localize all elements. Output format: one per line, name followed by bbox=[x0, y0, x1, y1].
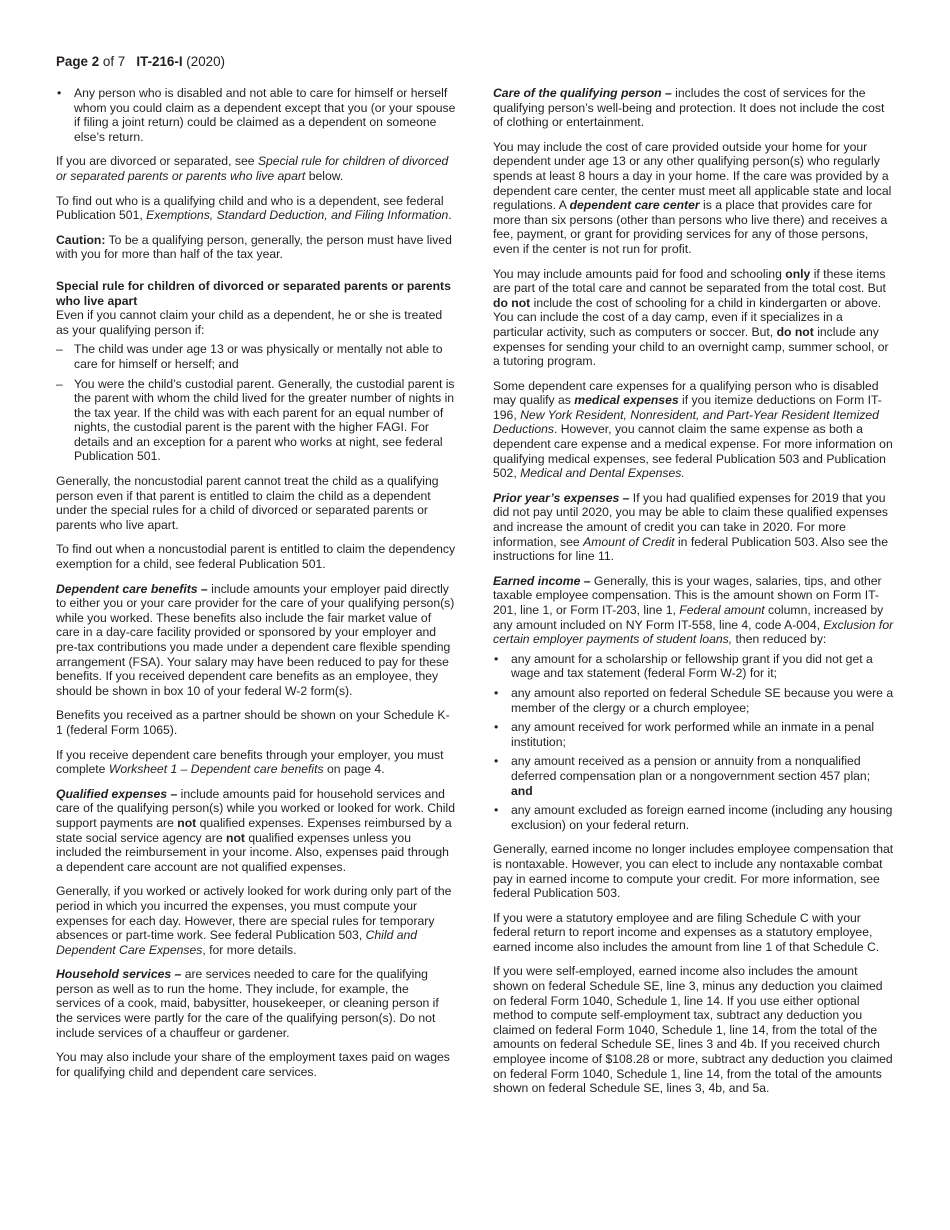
form-number: IT-216-I bbox=[136, 54, 183, 69]
page-number: Page 2 bbox=[56, 54, 100, 69]
paragraph-statutory-employee: If you were a statutory employee and are filing Schedule C with your federal return to report income and expenses as a statutory employee, earned income also includes the amount from line 1 of that Schedule C. bbox=[493, 910, 880, 954]
paragraph-dependency-exemption: To find out when a noncustodial parent is entitled to claim the dependency exemption for a child, see federal Publication 501. bbox=[56, 542, 456, 572]
paragraph-medical-expenses: Some dependent care expenses for a qualifying person who is disabled may qualify as medical expenses if you itemize deductions on Form IT-196, New York Resident, Nonresident, and Part-Year Resident Itemized Deductions. However, you cannot claim the same expense as both a dependent care expense and a medical expense. For more information on qualifying medical expenses, see federal Publication 503 and Publication 502, Medical and Dental Expenses. bbox=[493, 378, 893, 481]
paragraph-care-of-qualifying-person: Care of the qualifying person – includes the cost of services for the qualifying person’s well-being and protection. It does not include the cost of clothing or entertainment. bbox=[493, 86, 885, 130]
paragraph-household-services: Household services – are services needed to care for the qualifying person as well as to run the home. They include, for example, the services of a cook, maid, babysitter, housekeeper, or cleaning person if the services were partly for the care of the qualifying person(s). Do not include services of a chauffeur or gardener. bbox=[56, 967, 439, 1040]
paragraph-nontaxable-compensation: Generally, earned income no longer includes employee compensation that is nontaxable. However, you can elect to include any nontaxable combat pay in earned income to compute your credit. For more information, see federal Publication 503. bbox=[493, 842, 894, 901]
left-column bbox=[56, 86, 456, 1089]
bullet-foreign-income: • any amount excluded as foreign earned income (including any housing exclusion) on your federal return. bbox=[493, 803, 895, 832]
paragraph-partner-benefits: Benefits you received as a partner should be shown on your Schedule K-1 (federal Form 1065). bbox=[56, 708, 450, 737]
paragraph-caution: Caution: To be a qualifying person, generally, the person must have lived with you for more than half of the tax year. bbox=[56, 232, 452, 262]
paragraph-divorced: If you are divorced or separated, see Special rule for children of divorced or separated parents or parents who live apart below. bbox=[56, 154, 449, 183]
dash-item-age: – The child was under age 13 or was physically or mentally not able to care for himself or herself; and bbox=[56, 342, 456, 371]
paragraph-dependent-care-benefits: Dependent care benefits – include amounts your employer paid directly to either you or your care provider for the care of your qualifying person(s) while you worked. These benefits also include the fair market value of care in a day-care facility provided or sponsored by your employer and pre-tax contributions you made under a dependent care flexible spending arrangement (FSA). Your salary may have been reduced to pay for these benefits. If you received dependent care benefits as an employee, they should be shown in box 10 of your federal W-2 form(s). bbox=[56, 581, 455, 698]
right-column bbox=[493, 86, 895, 1106]
paragraph-prior-year-expenses: Prior year’s expenses – If you had qualified expenses for 2019 that you did not pay until 2020, you may be able to claim these qualified expenses and increase the amount of credit you can take in 2020. For more information, see Amount of Credit in federal Publication 503. Also see the instructions for line 11. bbox=[493, 490, 888, 564]
paragraph-employment-taxes: You may also include your share of the employment taxes paid on wages for qualifying child and dependent care services. bbox=[56, 1050, 450, 1079]
page-header bbox=[56, 54, 225, 69]
bullet-disabled-person: • Any person who is disabled and not able to care for himself or herself whom you could claim as a dependent except that you (or your spouse if filing a joint return) could be claimed as a dependent on someone else’s return. bbox=[56, 86, 456, 144]
paragraph-qualifying-child: To find out who is a qualifying child and who is a dependent, see federal Publication 501, Exemptions, Standard Deduction, and Filing Information. bbox=[56, 193, 452, 223]
section-heading-special-rule: Special rule for children of divorced or separated parents or parents who live apart bbox=[56, 278, 451, 308]
paragraph-food-schooling: You may include amounts paid for food and schooling only if these items are part of the total care and cannot be separated from the total cost. But do not include the cost of schooling for a child in kindergarten or above. You can include the cost of a day camp, even if it specializes in a particular activity, such as computers or soccer. But, do not include any expenses for sending your child to an overnight camp, summer school, or a tutoring program. bbox=[493, 266, 889, 369]
bullet-clergy: • any amount also reported on federal Schedule SE because you were a member of the clergy or a church employee; bbox=[493, 686, 895, 715]
paragraph-noncustodial: Generally, the noncustodial parent cannot treat the child as a qualifying person even if that parent is entitled to claim the child as a dependent under the special rules for a child of divorced or separated parents or parents who live apart. bbox=[56, 474, 439, 532]
paragraph-worksheet: If you receive dependent care benefits through your employer, you must complete Worksheet 1 – Dependent care benefits on page 4. bbox=[56, 747, 444, 777]
paragraph-self-employed: If you were self-employed, earned income also includes the amount shown on federal Schedule SE, line 3, minus any deduction you claimed on federal Form 1040, Schedule 1, line 14. If you use either optional method to compute self-employment tax, subtract any deduction you claimed on federal Form 1040, Schedule 1, line 14, from the total of the amounts on federal Schedule SE, lines 3 and 4b. If you received church employee income of $108.28 or more, subtract any deduction you claimed on federal Form 1040, Schedule 1, line 14, from the total of the amounts shown on federal Schedule SE, lines 3, 4b, and 5a. bbox=[493, 964, 893, 1096]
paragraph-care-outside-home: You may include the cost of care provided outside your home for your dependent under age 13 or any other qualifying person(s) who regularly spends at least 8 hours a day in your home. If the care was provided by a dependent care center, the center must meet all applicable state and local regulations. A dependent care center is a place that provides care for more than six persons (other than persons who live there) and receives a fee, payment, or grant for providing services for any of those persons, even if the center is not run for profit. bbox=[493, 139, 892, 256]
paragraph-qualified-expenses: Qualified expenses – include amounts paid for household services and care of the qualifying person(s) while you worked or looked for work. Child support payments are not qualified expenses. Expenses reimbursed by a state social service agency are not qualified expenses unless you included the reimbursement in your income. Also, expenses paid through a dependent care account are not qualified expenses. bbox=[56, 786, 455, 874]
paragraph-special-rule-intro: Even if you cannot claim your child as a dependent, he or she is treated as your qualifying person if: bbox=[56, 308, 443, 337]
form-year: (2020) bbox=[182, 54, 226, 69]
dash-item-custodial: – You were the child’s custodial parent. Generally, the custodial parent is the parent with whom the child lived for the greater number of nights in the tax year. If the child was with each parent for an equal number of nights, the custodial parent is the parent with the higher FAGI. For details and an exception for a parent who works at night, see federal Publication 501. bbox=[56, 377, 456, 465]
paragraph-earned-income: Earned income – Generally, this is your wages, salaries, tips, and other taxable employee compensation. This is the amount shown on Form IT-201, line 1, or Form IT-203, line 1, Federal amount column, increased by any amount included on NY Form IT-558, line 4, code A-004, Exclusion for certain employer payments of student loans, then reduced by: bbox=[493, 573, 894, 647]
bullet-scholarship: • any amount for a scholarship or fellowship grant if you did not get a wage and tax statement (federal Form W-2) for it; bbox=[493, 652, 895, 681]
page-total: of 7 bbox=[99, 54, 126, 69]
bullet-pension: • any amount received as a pension or annuity from a nonqualified deferred compensation plan or a nongovernment section 457 plan; and bbox=[493, 754, 895, 798]
bullet-inmate: • any amount received for work performed while an inmate in a penal institution; bbox=[493, 720, 895, 749]
paragraph-part-period: Generally, if you worked or actively looked for work during only part of the period in which you incurred the expenses, you must compute your expenses for each day. However, there are special rules for temporary absences or part-time work. See federal Publication 503, Child and Dependent Care Expenses, for more details. bbox=[56, 884, 452, 957]
